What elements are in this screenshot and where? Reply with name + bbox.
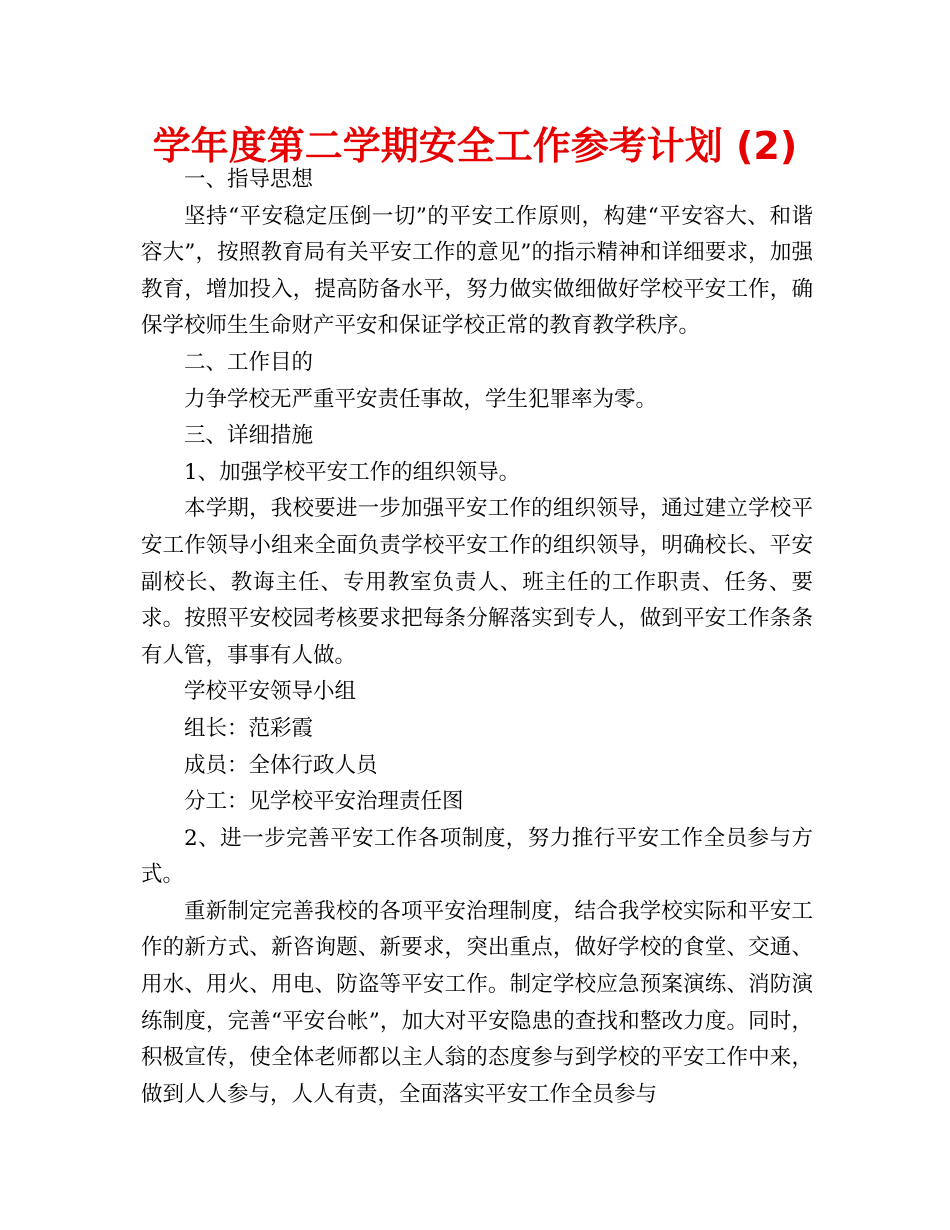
heading-work-goal: 二、工作目的 [184,349,314,375]
subheading-systems: 2、进一步完善平安工作各项制度，努力推行平安工作全员参与方式。 [141,825,813,888]
heading-guiding-ideology: 一、指导思想 [184,167,314,192]
paragraph-work-goal: 力争学校无严重平安责任事故，学生犯罪率为零。 [184,386,658,412]
group-leader: 组长：范彩霞 [184,715,314,741]
subheading-organization: 1、加强学校平安工作的组织领导。 [184,459,521,485]
group-members: 成员：全体行政人员 [184,752,378,778]
heading-measures: 三、详细措施 [184,423,314,449]
paragraph-organization: 本学期，我校要进一步加强平安工作的组织领导，通过建立学校平安工作领导小组来全面负责学校平安工作的组织领导，明确校长、平安副校长、教诲主任、专用教室负责人、班主任的工作职责、任务、要求。按照平安校园考核要求把每条分解落实到专人，做到平安工作条条有人管，事事有人做。 [141,496,813,668]
leadership-group-label: 学校平安领导小组 [184,679,357,705]
paragraph-systems: 重新制定完善我校的各项平安治理制度，结合我学校实际和平安工作的新方式、新咨询题、新要求，突出重点，做好学校的食堂、交通、用水、用火、用电、防盗等平安工作。制定学校应急预案演练、消防演练制度，完善“平安台帐”，加大对平安隐患的查找和整改力度。同时，积极宣传，使全体老师都以主人翁的态度参与到学校的平安工作中来，做到人人参与，人人有责，全面落实平安工作全员参与 [141,898,813,1107]
document-body [141,162,813,1113]
group-division: 分工：见学校平安治理责任图 [184,789,464,815]
paragraph-guiding-ideology: 坚持“平安稳定压倒一切”的平安工作原则，构建“平安容大、和谐容大”，按照教育局有关平安工作的意见”的指示精神和详细要求，加强教育，增加投入，提高防备水平，努力做实做细做好学校平安工作，确保学校师生生命财产平安和保证学校正常的教育教学秩序。 [141,203,813,339]
document-title: 学年度第二学期安全工作参考计划 (2) [152,124,798,168]
